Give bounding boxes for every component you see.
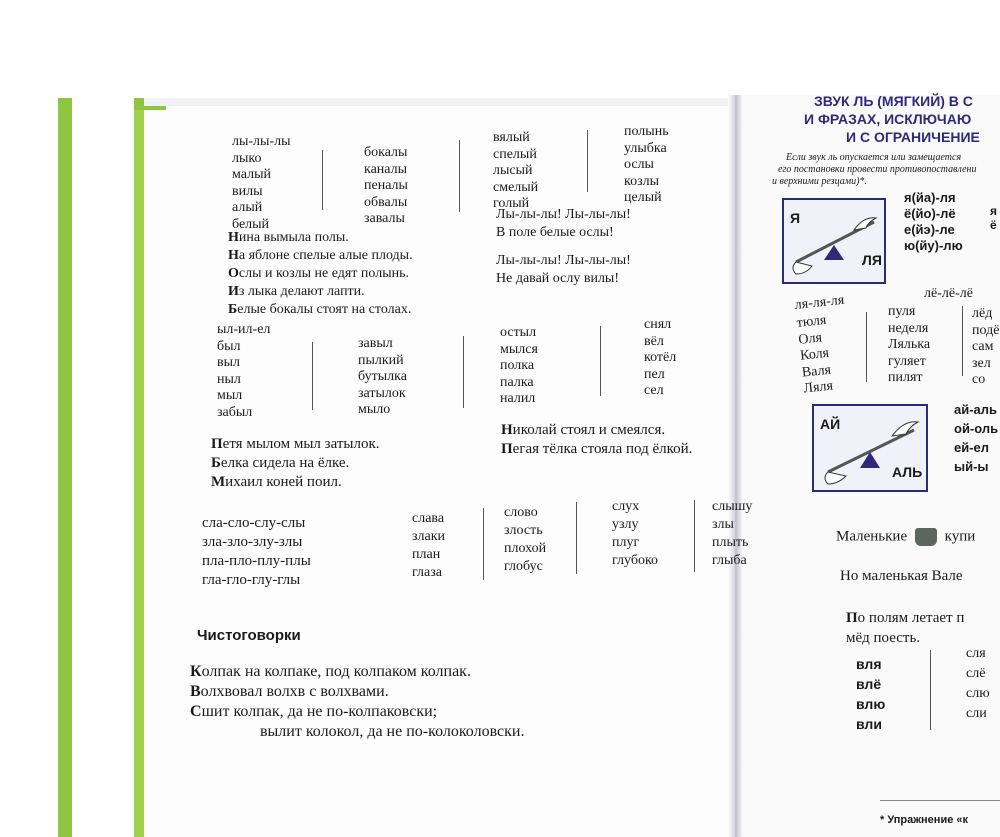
page-top-shadow [144,98,744,106]
word: слышу [712,499,753,514]
green-page-edge [134,98,144,837]
sentence: Петя мылом мыл затылок. [211,436,380,452]
word: смелый [493,179,539,195]
word: выл [217,355,241,370]
word: был [217,338,241,354]
word: со [972,372,986,387]
syllable: влё [856,676,882,692]
book-spine [58,98,72,837]
word: злаки [412,529,446,544]
word: ыл-ил-ел [217,322,271,337]
word: слава [412,511,445,526]
block1-col2 [364,145,408,228]
word: остыл [500,325,537,340]
title-line: И С ОГРАНИЧЕНИЕ [846,129,980,145]
word: Лялька [888,337,931,352]
word: Коля [799,345,830,364]
word: обвалы [364,194,408,210]
pair: е(йэ)-ле [904,222,955,237]
column-divider [587,130,588,192]
block3-col1 [202,514,311,590]
block1-col3 [493,130,538,213]
word: глаза [412,565,442,580]
word: лыко [232,150,262,166]
block2-sentences-right [501,421,692,459]
word: пеналы [364,178,408,193]
intro-line: Если звук ль опускается или замещается [786,152,962,163]
word: узлу [612,517,639,532]
block3-col4 [612,498,658,570]
line-text: Маленькие [836,528,908,545]
word: плыть [712,535,749,550]
sentence: Белка сидела на ёлке. [211,455,350,471]
word: пуля [888,304,916,319]
word: ослы [624,157,654,172]
column-divider [483,508,484,580]
syllable-row: лё-лё-лё [924,286,973,301]
seesaw-box-1 [782,198,886,284]
col-c [972,306,1000,389]
word: слово [504,505,538,520]
word: зел [972,355,991,371]
sentence: Пегая тёлка стояла под ёлкой. [501,441,693,457]
word: каналы [364,161,408,177]
syllable: слю [966,686,990,701]
word: козлы [624,173,660,189]
word: завыл [358,336,393,351]
word: пел [644,366,665,382]
word: пылкий [358,352,404,368]
block2-sentences-left [211,435,380,492]
syllable: вли [856,716,882,732]
word: палка [500,374,534,390]
word: сам [972,339,994,354]
word: налил [500,391,536,406]
word: слух [612,499,640,514]
word: злость [504,523,543,538]
sentence: Лы-лы-лы! Лы-лы-лы! [496,207,631,222]
word: подё [972,322,1000,338]
pair: ей-ел [954,440,990,455]
block3-col2 [412,510,445,582]
sentence: В поле белые ослы! [496,225,614,240]
word: малый [232,167,271,182]
pair: ай-аль [954,402,998,417]
syllable-row: пла-пло-плу-плы [202,553,311,569]
sentence: Ослы и козлы не едят полынь. [228,266,409,281]
syllable: вля [856,656,882,672]
intro-line: и верхними резцами)*. [772,176,867,187]
word: Оля [797,329,823,348]
pair: ый-ы [954,459,989,474]
twister-line: Волхвовал волхв с волхвами. [190,683,389,700]
word: затылок [358,385,406,401]
syllable-row: зла-зло-злу-злы [202,534,303,550]
lower-col1 [856,654,885,734]
boots-line [836,528,975,546]
block3-col5 [712,498,752,570]
word: бутылка [358,369,407,384]
line-text: мёд поесть. [846,630,921,646]
footnote: * Упражнение «к [880,814,969,826]
sentence: Белые бокалы стоят на столах. [228,302,412,317]
word: спелый [493,146,537,162]
column-divider [312,342,313,410]
word: котёл [644,350,677,365]
col-b [888,304,930,387]
sentence: Николай стоял и смеялся. [501,422,666,438]
line-text: Но маленькая Вале [840,568,963,584]
sentence: Не давай ослу вилы! [496,271,619,286]
word: глыба [712,553,747,568]
block2-col4 [644,317,676,400]
syllable-row: ля-ля-ля [794,292,845,313]
word: лы-лы-лы [232,134,291,149]
column-divider [962,306,963,376]
pair: я(йа)-ля [904,190,956,205]
word: вилы [232,183,263,199]
word: улыбка [624,140,667,156]
sentence: Лы-лы-лы! Лы-лы-лы! [496,253,631,268]
block2-col1 [217,322,270,421]
word: Валя [801,362,832,381]
block2-col2 [358,336,407,419]
column-divider [694,500,695,572]
word: вялый [493,130,530,145]
column-divider [463,336,464,408]
word: мылся [500,341,538,357]
word: полка [500,358,535,373]
syllable: сли [966,706,987,721]
word: завалы [364,211,405,226]
sentence: Из лыка делают лапти. [228,284,365,299]
word: сел [644,383,664,398]
word: бокалы [364,145,408,160]
word: белый [232,216,270,232]
word: мыл [217,388,243,403]
letter-label: АЛЬ [892,464,923,480]
pairs1-extra [990,204,997,232]
tongue-twisters [190,662,524,742]
lower-col2 [966,644,990,724]
word: Ляля [802,378,834,397]
word: голый [493,196,530,211]
right-intro [772,152,1000,188]
pair: ой-оль [954,421,999,436]
block1-col4 [624,124,669,207]
line-text: купи [944,528,976,545]
word: пилят [888,370,923,385]
block3-col3 [504,504,546,576]
word: снял [644,317,672,332]
column-divider [930,650,931,730]
column-divider [459,140,460,212]
syllable: слё [966,666,986,681]
block2-col3 [500,325,538,408]
pairs2 [954,400,1000,476]
title-line: ЗВУК ЛЬ (МЯГКИЙ) В С [814,93,973,109]
section-heading: Чистоговорки [197,627,301,644]
twister-line: вылит колокол, да не по-колоколовски. [260,723,525,740]
sentence: Нина вымыла полы. [228,230,349,245]
word: мыло [358,402,391,417]
boots-icon [915,528,937,546]
block1-sentences-right-1 [496,206,631,242]
syllable: влю [856,696,886,712]
line-text: По полям летает п [846,610,965,626]
intro-line: его постановки провести противопоставлени [778,164,977,175]
word: плуг [612,535,640,550]
syllable-row: сла-сло-слу-слы [202,515,306,531]
block1-col1 [232,134,291,233]
column-divider [866,312,867,382]
word: тюля [796,312,828,331]
word: плохой [504,541,547,556]
column-divider [322,150,323,210]
page-gutter [728,95,742,837]
pair: ю(йу)-лю [904,238,963,253]
word: гуляет [888,353,926,369]
word: алый [232,200,263,215]
pairs1 [904,190,963,254]
block1-sentences-left [228,229,413,319]
pair: ё(йо)-лё [904,206,956,221]
pair: ё [990,218,997,232]
word: забыл [217,404,253,420]
twister-line: Сшит колпак, да не по-колпаковски; [190,703,438,720]
word: неделя [888,320,929,336]
word: лёд [972,306,993,321]
syllable: сля [966,646,986,661]
word: полынь [624,124,669,139]
word: план [412,547,441,562]
right-title [790,92,1000,146]
word: глобус [504,559,543,574]
word: целый [624,190,662,205]
column-divider [600,326,601,396]
word: лысый [493,163,533,178]
seesaw-box-2 [812,404,928,492]
footnote-rule [880,800,1000,801]
title-line: И ФРАЗАХ, ИСКЛЮЧАЮ [804,111,972,127]
column-divider [576,502,577,574]
letter-label: ЛЯ [862,252,882,268]
sentence: Михаил коней поил. [211,474,342,490]
sentence: На яблоне спелые алые плоды. [228,248,413,263]
word: ныл [217,371,241,387]
block1-sentences-right-2 [496,252,631,288]
letter-label: Я [790,210,801,226]
pair: я [990,204,998,218]
twister-line: Колпак на колпаке, под колпаком колпак. [190,663,471,680]
syllable-row: гла-гло-глу-глы [202,572,301,588]
letter-label: АЙ [820,416,841,432]
word: вёл [644,333,664,349]
word: злы [712,517,734,532]
word: глубоко [612,553,659,568]
line3 [846,608,964,648]
